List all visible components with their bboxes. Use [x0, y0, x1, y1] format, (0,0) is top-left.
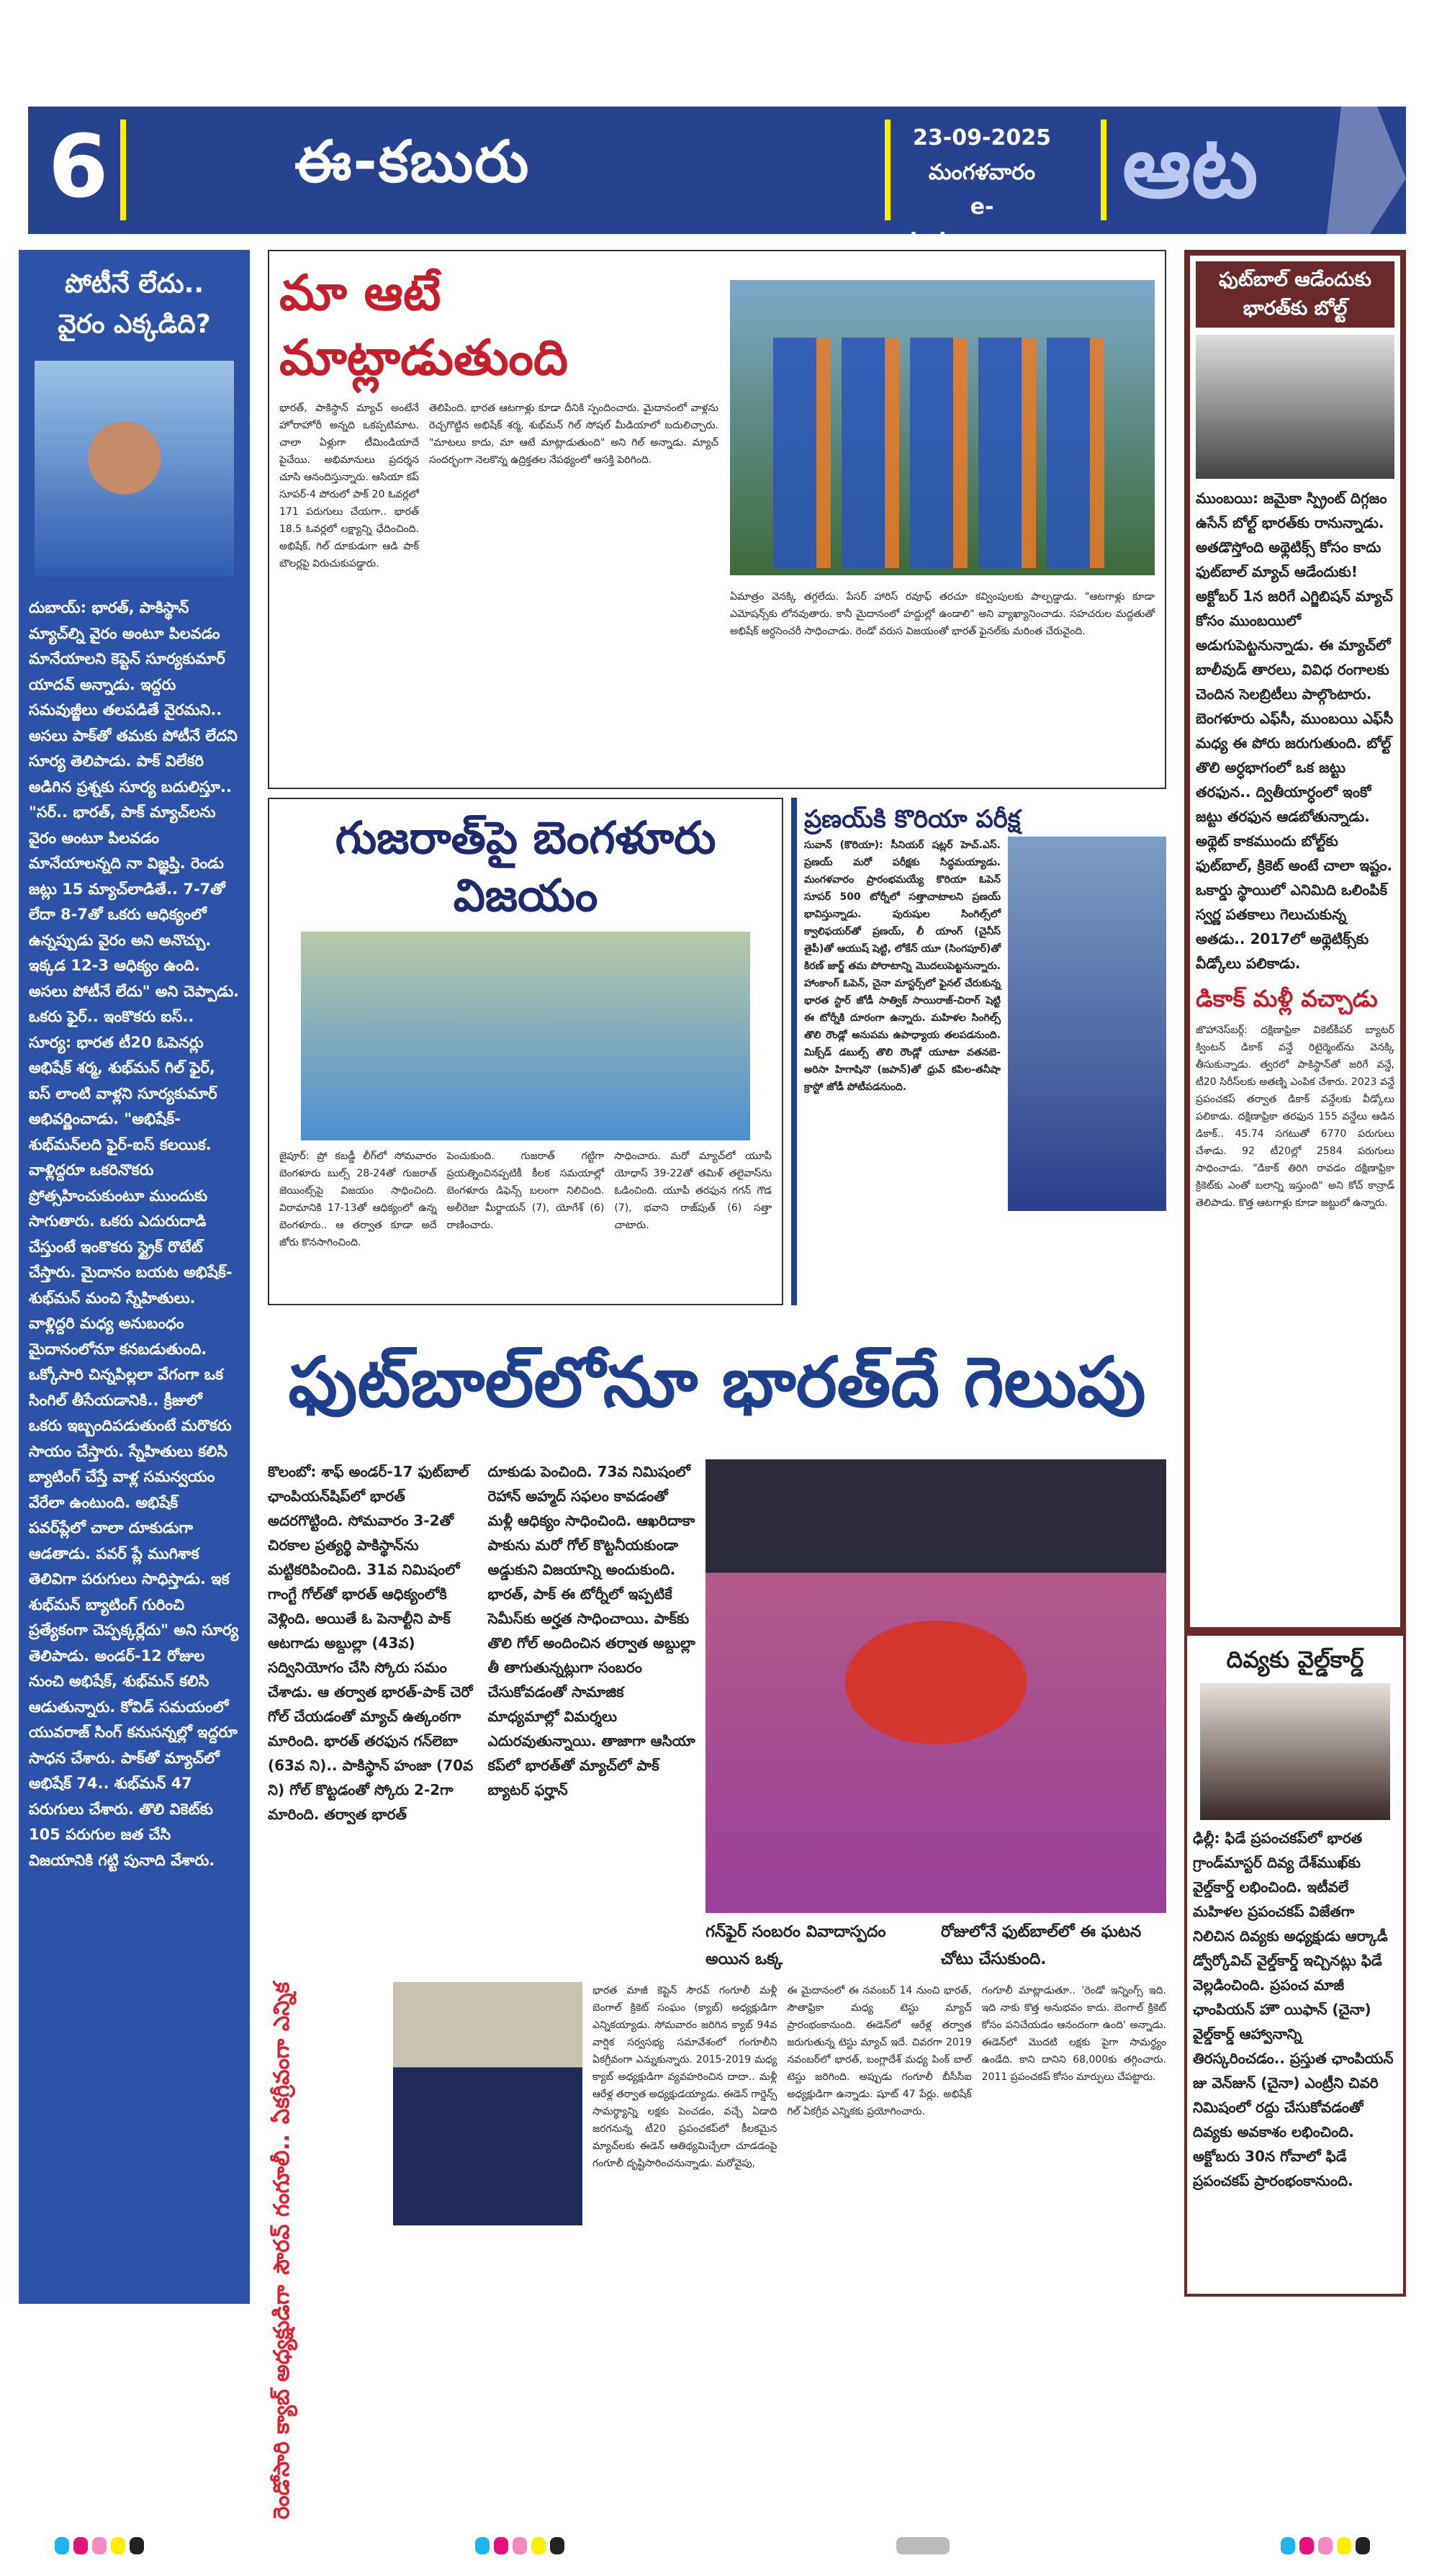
article-column: కొలంబో: శాఫ్ అండర్-17 ఫుట్‌బాల్ ఛాంపియన్‌షిప్‌లో భారత్ అదరగొట్టింది. సోమవారం 3-2తో చిరకాల ప్రత్యర్థి పాకిస్థాన్‌ను మట్టికరిపించింది. 31వ నిమిషంలో గాంగ్టే గోల్‌తో భారత్ ఆధిక్యంలోకి వెళ్లింది. అయితే ఓ పెనాల్టీని పాక్ ఆటగాడు అబ్దుల్లా (43వ) సద్వినియోగం చేసి స్కోరు సమం చేశాడు. ఆ తర్వాత భారత్-పాక్ చెరో గోల్ చేయడంతో మ్యాచ్ ఉత్కంఠగా మారింది. భారత్ తరఫున గన్‌లెబా (63వ ని).. పాకిస్థాన్ హంజా (70వ ని) గోల్ కొట్టడంతో స్కోరు 2-2గా మారింది. తర్వాత భారత్ [268, 1463, 474, 1823]
headline: ప్రణయ్‌కి కొరియా పరీక్ష [804, 805, 1021, 834]
photo-football-celebration [706, 1459, 1166, 1913]
article-column: ఈ మైదానంలో ఈ నవంబర్ 14 నుంచి భారత్, సౌతాఫ్రికా మధ్య టెస్టు మ్యాచ్ ప్రారంభంకానుంది. ఈడెన్‌లో ఆరేళ్ల తర్వాత జరుగుతున్న టెస్టు మ్యాచ్ ఇదే. చివరగా 2019 నవంబర్‌లో భారత్, బంగ్లాదేశ్ మధ్య పింక్ బాల్ టెస్టు జరిగింది. అప్పుడు గంగూలీ బీసీసీఐ అధ్యక్షుడిగా ఉన్నాడు. షూట్ 47 పేర్లు. అభిషేక్ గిల్ ఏకగ్రీవ ఎన్నికకు ప్రయోగించారు. [787, 1985, 972, 2117]
headline-ganguly: రెండోసారి క్యాబ్ అధ్యక్షుడిగా సౌరవ్ గంగూలీ.. ఏకగ్రీవంగా ఎన్నిక [269, 1982, 294, 2520]
photo-team-celebration [730, 280, 1155, 575]
row-kabaddi-badminton [268, 798, 1166, 1305]
article-football [268, 1459, 1166, 1973]
top-story-text [279, 261, 718, 778]
page-layout [19, 250, 1406, 2576]
photo-bolt [1196, 335, 1394, 479]
website-link[interactable]: e-kaburu.com [909, 194, 1055, 254]
gray-bar [896, 2537, 950, 2554]
article-top-story [268, 250, 1166, 789]
photo-pranay [1008, 837, 1166, 1211]
right-column-stories [1184, 250, 1406, 1633]
caption: రోజులోనే ఫుట్‌బాల్‌లో ఈ ఘటన చోటు చేసుకుంది. [941, 1923, 1142, 1968]
date: 23-09-2025 [913, 125, 1051, 150]
photo-kabaddi-team [301, 932, 750, 1140]
headline: పోటీనే లేదు.. వైరం ఎక్కడిది? [58, 269, 211, 339]
article-column: జైపూర్: ప్రో కబడ్డీ లీగ్‌లో సోమవారం బెంగళూరు బుల్స్ 28-24తో గుజరాత్ జెయింట్స్‌పై విజయం సాధించింది. విరామానికి 17-13తో ఆధిక్యంలో ఉన్న బెంగళూరు.. ఆ తర్వాత కూడా అదే జోరు కొనసాగించింది. [279, 1150, 437, 1248]
right-column [1184, 250, 1406, 2297]
print-marks [19, 2519, 1406, 2576]
article-pranay [791, 798, 1166, 1305]
article-ganguly [268, 1982, 1166, 2519]
divider [1101, 120, 1106, 220]
color-bar [55, 2537, 144, 2554]
article-body: ఢిల్లీ: ఫిడే ప్రపంచకప్‌లో భారత గ్రాండ్‌మాస్టర్ దివ్య దేశ్‌ముఖ్‌కు వైల్డ్‌కార్డ్ లభించింది. ఇటీవలే మహిళల ప్రపంచకప్ విజేతగా నిలిచిన దివ్యకు అధ్యక్షుడు ఆర్కాడీ డ్వోర్కోవిచ్ వైల్డ్‌కార్డ్ ఇచ్చినట్లు ఫిడే వెల్లడించింది. ప్రపంచ మాజీ ఛాంపియన్ హౌ యిఫాన్ (చైనా) వైల్డ్‌కార్డ్ ఆహ్వానాన్ని తిరస్కరించడం.. ప్రస్తుత ఛాంపియన్ జు వెన్‌జున్ (చైనా) ఎంట్రీని చివరి నిమిషంలో రద్దు చేసుకోవడంతో దివ్యకు అవకాశం లభించింది. అక్టోబరు 30న గోవాలో ఫిడే ప్రపంచకప్ ప్రారంభంకానుంది. [1193, 1829, 1394, 2189]
headline-bolt: ఫుట్‌బాల్ ఆడేందుకు భారత్‌కు బోల్ట్ [1196, 261, 1394, 328]
article-body: సువాన్ (కొరియా): సీనియర్ షట్లర్ హెచ్.ఎస్. ప్రణయ్ మరో పరీక్షకు సిద్ధమయ్యాడు. మంగళవారం ప్రారంభమయ్యే కొరియా ఓపెన్ సూపర్ 500 టోర్నీలో సత్తాచాటాలని ప్రణయ్ భావిస్తున్నాడు. పురుషుల సింగిల్స్‌లో క్వాలిఫయర్‌తో ప్రణయ్, లీ యాంగ్ (చైనీస్ తైపీ)తో ఆయుష్ షెట్టి, లోకేన్ యూ (సింగపూర్)తో కిరణ్ జార్జ్ తమ పోరాటాన్ని మొదలుపెట్టనున్నారు. హాంకాంగ్ ఓపెన్, చైనా మాస్టర్స్‌లో ఫైనల్ చేరుకున్న భారత స్టార్ జోడీ సాత్విక్ సాయిరాజ్-చిరాగ్ షెట్టి ఈ టోర్నీకి దూరంగా ఉన్నారు. మహిళల సింగిల్స్ తొలి రౌండ్లో అనుపమ ఉపాధ్యాయ తలపడనుంది. మిక్స్‌డ్ డబుల్స్ తొలి రౌండ్లో యూటా వతనబె-అరిసా హిగాషినొ (జపాన్)తో ధ్రువ్ కపిల-తనీషా క్రాస్టో జోడీ పోటీపడనుంది. [804, 839, 1001, 1093]
photo-suryakumar [35, 361, 234, 577]
headline: దివ్యకు వైల్డ్‌కార్డ్ [1226, 1646, 1364, 1673]
brand-logo: ఈ-కబురు [294, 128, 531, 195]
photo-divya [1200, 1683, 1390, 1820]
photo-ganguly [393, 1982, 582, 2225]
dateline [906, 121, 1058, 259]
color-bar [1281, 2537, 1370, 2554]
divider [120, 120, 126, 220]
article-body: జొహానెస్‌బర్గ్: దక్షిణాఫ్రికా వికెట్‌కీపర్ బ్యాటర్ క్వింటన్ డికాక్ వన్డే రిటైర్మెంట్‌ను వెనక్కి తీసుకున్నాడు. త్వరలో పాకిస్థాన్‌తో జరిగే వన్డే, టీ20 సిరీస్‌లకు అతణ్ని ఎంపిక చేశారు. 2023 వన్డే ప్రపంచకప్ తర్వాత డికాక్ వన్డేలకు వీడ్కోలు పలికాడు. దక్షిణాఫ్రికా తరఫున 155 వన్డేలు ఆడిన డికాక్.. 45.74 సగటుతో 6770 పరుగులు చేశాడు. 92 టీ20ల్లో 2584 పరుగులు సాధించాడు. "డికాక్ తిరిగి రావడం దక్షిణాఫ్రికా క్రికెట్‌కు ఎంతో బలాన్ని ఇస్తుంది" అని కోచ్ కాన్రాడ్ తెలిపాడు. కొత్త ఆటగాళ్లు కూడా జట్టులో ఉన్నారు. [1196, 1024, 1394, 1209]
main-column [260, 250, 1174, 2519]
headline-football: ఫుట్‌బాల్‌లోనూ భారత్‌దే గెలుపు [288, 1342, 1146, 1423]
article-column: సాధించారు. మరో మ్యాచ్‌లో యూపీ యోధాస్ 39-22తో తమిళ్ తలైవాస్‌ను ఓడించింది. యూపీ తరఫున గగన్ గౌడ (7), భవాని రాజ్‌పుత్ (6) సత్తా చాటారు. [614, 1150, 772, 1231]
article-column: ఏమాత్రం వెనక్కి తగ్గలేదు. పేసర్ హారిస్ రవూఫ్ తరచూ కవ్వింపులకు పాల్పడ్డాడు. "ఆటగాళ్లు కూడా ఎమోషన్స్‌కు లోనవుతారు. కానీ మైదానంలో హద్దుల్లో ఉండాలి" అని వ్యాఖ్యానించాడు. సహచరుల మద్దతుతో అభిషేక్ అర్ధసెంచరీ సాధించాడు. రెండో వరుస విజయంతో భారత్ ఫైనల్‌కు మరింత చేరువైంది. [730, 591, 1155, 637]
article-column: భారత మాజీ కెప్టెన్ సౌరవ్ గంగూలీ మళ్లీ బెంగాల్ క్రికెట్ సంఘం (క్యాబ్) అధ్యక్షుడిగా ఎన్నికయ్యాడు. సోమవారం జరిగిన క్యాబ్ 94వ వార్షిక సర్వసభ్య సమావేశంలో గంగూలీని ఏకగ్రీవంగా ఎన్నుకున్నారు. 2015-2019 మధ్య క్యాబ్ అధ్యక్షుడిగా వ్యవహరించిన దాదా.. మళ్లీ ఆరేళ్ల తర్వాత అధ్యక్షుడయ్యాడు. ఈడెన్ గార్డెన్స్ సామర్థ్యాన్ని లక్షకు పెంచడం, వచ్చే ఏడాది జరగనున్న టీ20 ప్రపంచకప్‌లో కీలకమైన మ్యాచ్‌లకు ఈడెన్ ఆతిథ్యమిచ్చేలా చూడడంపై గంగూలీ దృష్టిసారించనున్నాడు. మరోవైపు, [592, 1985, 777, 2169]
divider [885, 120, 891, 220]
article-divya [1184, 1633, 1406, 2297]
caption: గన్‌ఫైర్ సంబరం వివాదాస్పదం అయిన ఒక్క [706, 1923, 886, 1968]
page-number: 6 [48, 117, 109, 217]
article-column: పెంచుకుంది. గుజరాత్ గట్టిగా ప్రయత్నించినప్పటికీ కీలక సమయాల్లో బెంగళూరు డిఫెన్స్ బలంగా నిలిచింది. అలీరెజా మీర్జాయన్ (7), యోగేశ్ (6) రాణించారు. [446, 1150, 605, 1231]
weekday: మంగళవారం [928, 160, 1036, 185]
article-body: దుబాయ్: భారత్, పాకిస్థాన్ మ్యాచ్‌ల్ని వైరం అంటూ పిలవడం మానేయాలని కెప్టెన్ సూర్యకుమార్ యాదవ్ అన్నాడు. ఇద్దరు సమవుజ్జీలు తలపడితే వైరమని.. అసలు పాక్‌తో తమకు పోటీనే లేదని సూర్య తెలిపాడు. పాక్ విలేకరి అడిగిన ప్రశ్నకు సూర్య బదులిస్తూ.. "సర్.. భారత్, పాక్ మ్యాచ్‌లను వైరం అంటూ పిలవడం మానేయాలన్నది నా విజ్ఞప్తి. రెండు జట్లు 15 మ్యాచ్‌లాడితే.. 7-7తో లేదా 8-7తో ఒకరు ఆధిక్యంలో ఉన్నప్పుడు వైరం అని అనొచ్చు. ఇక్కడ 12-3 ఆధిక్యం ఉంది. అసలు పోటీనే లేదు" అని చెప్పాడు. ఒకరు ఫైర్.. ఇంకొకరు ఐస్.. సూర్య: భారత టీ20 ఓపెనర్లు అభిషేక్ శర్మ, శుభ్‌మన్ గిల్ ఫైర్, ఐస్ లాంటి వాళ్లని సూర్యకుమార్ అభివర్ణించాడు. "అభిషేక్-శుభ్‌మన్‌లది ఫైర్-ఐస్ కలయిక. వాళ్లిద్దరూ ఒకరినొకరు ప్రోత్సహించుకుంటూ ముందుకు సాగుతారు. ఒకరు ఎదురుదాడి చేస్తుంటే ఇంకొకరు స్ట్రైక్ రొటేట్ చేస్తారు. మైదానం బయట అభిషేక్-శుభ్‌మన్ మంచి స్నేహితులు. వాళ్లిద్దరి మధ్య అనుబంధం మైదానంలోనూ కనబడుతుంది. ఒక్కోసారి చిన్నపిల్లలా వేగంగా ఒక సింగిల్ తీసేయడానికి.. క్రీజులో ఒకరు ఇబ్బందిపడుతుంటే మరొకరు సాయం చేస్తారు. స్నేహితులు కలిసి బ్యాటింగ్ చేస్తే వాళ్ల సమన్వయం వేరేలా ఉంటుంది. అభిషేక్ పవర్‌ప్లేలో చాలా దూకుడుగా ఆడతాడు. పవర్ ప్లే ముగిశాక తెలివిగా పరుగులు సాధిస్తాడు. ఇక శుభ్‌మన్ బ్యాటింగ్ గురించి ప్రత్యేకంగా చెప్పక్కర్లేదు" అని సూర్య తెలిపాడు. అండర్-12 రోజుల నుంచి అభిషేక్, శుభ్‌మన్ కలిసి ఆడుతున్నారు. కోవిడ్ సమయంలో యువరాజ్ సింగ్ కనుసన్నల్లో ఇద్దరూ సాధన చేశారు. పాక్‌తో మ్యాచ్‌లో అభిషేక్ 74.. శుభ్‌మన్ 47 పరుగులు చేశారు. తొలి వికెట్‌కు 105 పరుగుల జత చేసి విజయానికి గట్టి పునాది వేశారు. [29, 599, 240, 1869]
article-column: భారత్, పాకిస్థాన్ మ్యాచ్ అంటేనే హోరాహోరీ అన్నది ఒకప్పటిమాట. చాలా ఏళ్లుగా టీమిండియాదే పైచేయి. అభిమానులు ప్రదర్శన చూసి ఆనందిస్తున్నారు. ఆసియా కప్ సూపర్-4 పోరులో పాక్ 20 ఓవర్లలో 171 పరుగులు చేయగా.. భారత్ 18.5 ఓవర్లలో లక్ష్యాన్ని ఛేదించింది. అభిషేక్, గిల్ దూకుడుగా ఆడి పాక్ బౌలర్లపై విరుచుకుపడ్డారు. [279, 402, 419, 569]
article-body: ముంబయి: జమైకా స్ప్రింట్ దిగ్గజం ఉసేన్ బోల్ట్ భారత్‌కు రానున్నాడు. అతడొస్తోంది అథ్లెటిక్స్ కోసం కాదు ఫుట్‌బాల్ మ్యాచ్ ఆడేందుకు! అక్టోబర్ 1న జరిగే ఎగ్జిబిషన్ మ్యాచ్ కోసం ముంబయిలో అడుగుపెట్టనున్నాడు. ఈ మ్యాచ్‌లో బాలీవుడ్ తారలు, వివిధ రంగాలకు చెందిన సెలబ్రిటీలు పాల్గొంటారు. బెంగళూరు ఎఫ్‌సీ, ముంబయి ఎఫ్‌సీ మధ్య ఈ పోరు జరుగుతుంది. బోల్ట్ తొలి అర్ధభాగంలో ఒక జట్టు తరఫున.. ద్వితీయార్ధంలో ఇంకో జట్టు తరఫున ఆడబోతున్నాడు. అథ్లెట్ కాకముందు బోల్ట్‌కు ఫుట్‌బాల్, క్రికెట్ అంటే చాలా ఇష్టం. ఒకార్డు స్థాయిలో ఎనిమిది ఒలింపిక్ స్వర్ణ పతకాలు గెలుచుకున్న అతడు.. 2017లో అథ్లెటిక్స్‌కు వీడ్కోలు పలికాడు. [1196, 490, 1394, 972]
headline: గుజరాత్‌పై బెంగళూరు విజయం [335, 811, 716, 922]
masthead [28, 107, 1406, 254]
section-title: ఆట [1122, 117, 1258, 217]
article-suryakumar [19, 250, 250, 2304]
article-column: గంగూలీ మాట్లాడుతూ.. 'రెండో ఇన్నింగ్స్ ఇది. ఇది నాకు కొత్త అనుభవం కాదు. బెంగాల్ క్రికెట్ కోసం పనిచేయడం ఆనందంగా ఉంది' అన్నాడు. ఈడెన్‌లో మొదటి లక్షకు పైగా సామర్థ్యం ఉండేది. కాని దానిని 68,000కు తగ్గించారు. 2011 ప్రపంచకప్ కోసం మార్పులు చేపట్టారు. [981, 1985, 1166, 2083]
article-column: తెలిపింది. భారత ఆటగాళ్లు కూడా దీనికి స్పందించారు. మైదానంలో వాళ్లను రెచ్చగొట్టిన అభిషేక్ శర్మ, శుభ్‌మన్ గిల్ సోషల్ మీడియాలో బదులిచ్చారు. "మాటలు కాదు, మా ఆటే మాట్లాడుతుంది" అని గిల్ అన్నాడు. మ్యాచ్ సందర్భంగా నెలకొన్న ఉద్రిక్తతల నేపథ్యంలో ఆసక్తి పెరిగింది. [429, 402, 718, 466]
top-story-media [730, 261, 1155, 778]
color-bar [475, 2537, 564, 2554]
runner-graphic-icon [1312, 107, 1406, 234]
football-media [706, 1459, 1166, 1973]
headline-dekock: డికాక్ మళ్లీ వచ్చాడు [1196, 985, 1378, 1012]
headline: మా ఆటే మాట్లాడుతుంది [279, 265, 568, 387]
article-column: దూకుడు పెంచింది. 73వ నిమిషంలో రెహాన్ అహ్మద్ సఫలం కావడంతో మళ్లీ ఆధిక్యం సాధించింది. ఆఖరిదాకా పాకును మరో గోల్ కొట్టనీయకుండా అడ్డుకుని విజయాన్ని అందుకుంది. భారత్, పాక్ ఈ టోర్నీలో ఇప్పటికే సెమీస్‌కు అర్హత సాధించాయి. పాక్‌కు తొలి గోల్ అందించిన తర్వాత అబ్దుల్లా తీ తాగుతున్నట్లుగా సంబరం చేసుకోవడంతో సామాజిక మాధ్యమాల్లో విమర్శలు ఎదురవుతున్నాయి. తాజాగా ఆసియా కప్‌లో భారత్‌తో మ్యాచ్‌లో పాక్ బ్యాటర్ ఫర్హాన్ [487, 1463, 695, 1798]
article-kabaddi [268, 798, 783, 1305]
